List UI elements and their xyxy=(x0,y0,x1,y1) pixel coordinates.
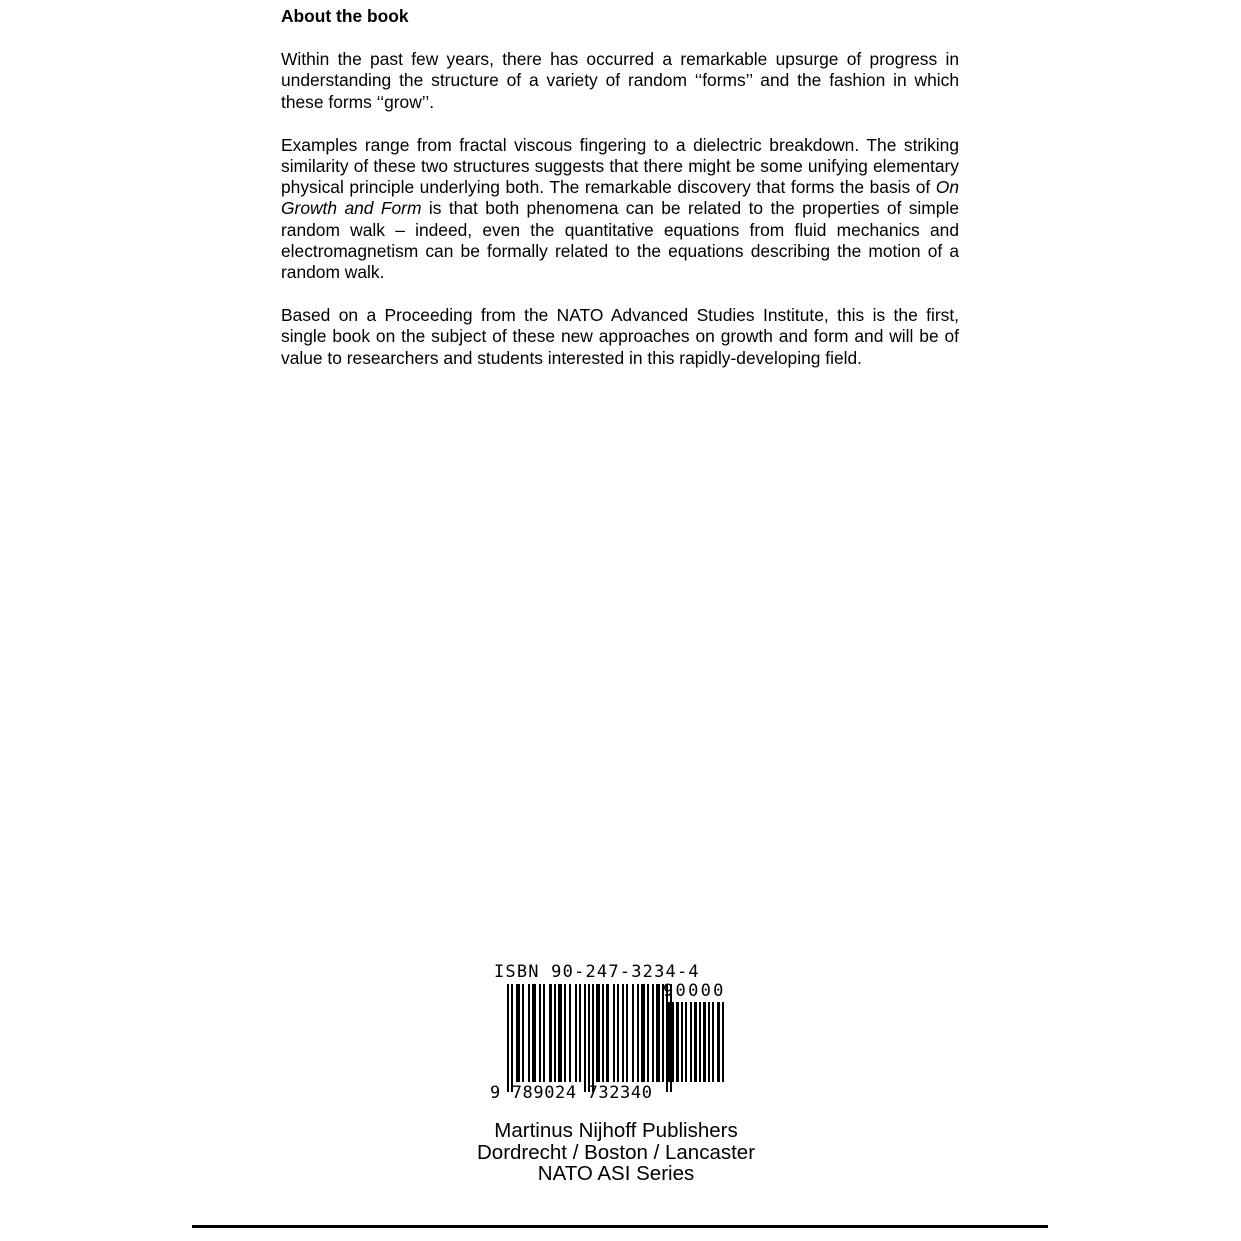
barcode-bar xyxy=(652,984,654,1082)
barcode-bar xyxy=(588,984,590,1092)
addon-digits: 90000 xyxy=(663,981,726,1001)
barcode-bar xyxy=(667,1002,670,1082)
barcode-bar xyxy=(632,984,634,1082)
barcode-bar xyxy=(647,984,649,1082)
barcode-bar xyxy=(579,984,581,1082)
barcode-bar xyxy=(516,984,520,1082)
barcode-bar xyxy=(564,984,566,1082)
barcode-bar xyxy=(532,984,536,1082)
barcode-bar xyxy=(641,984,645,1082)
paragraph-examples xyxy=(281,135,959,283)
isbn-barcode xyxy=(486,962,746,1102)
barcode-bar xyxy=(617,984,619,1082)
barcode-bar xyxy=(708,1002,710,1082)
ean-bars xyxy=(507,984,672,1092)
ean-main-digits: 789024 732340 xyxy=(511,1083,653,1103)
barcode-bar xyxy=(613,984,615,1082)
barcode-bar xyxy=(549,984,552,1082)
barcode-bar xyxy=(672,1002,674,1082)
barcode-bar xyxy=(584,984,586,1092)
isbn-label: ISBN 90-247-3234-4 xyxy=(494,962,700,982)
about-heading: About the book xyxy=(281,6,409,26)
barcode-bar xyxy=(699,1002,701,1082)
barcode-bar xyxy=(602,984,604,1082)
barcode-bar xyxy=(703,1002,706,1082)
barcode-bar xyxy=(717,1002,720,1082)
paragraph-proceeding: Based on a Proceeding from the NATO Advanced Studies Institute, this is the first, single book on the subject of these new approaches on growth and form and will be of value to researchers and students interested in this rapidly-developing field. xyxy=(281,305,959,368)
about-section xyxy=(281,6,959,391)
barcode-bar xyxy=(656,984,660,1082)
barcode-bar xyxy=(676,1002,679,1082)
barcode-bar xyxy=(575,984,577,1082)
barcode-bar xyxy=(637,984,639,1082)
barcode-bar xyxy=(722,1002,724,1082)
barcode-bar xyxy=(662,1002,664,1082)
publisher-block xyxy=(416,1120,816,1185)
publisher-name: Martinus Nijhoff Publishers xyxy=(494,1119,738,1142)
ean-digits xyxy=(490,1083,653,1103)
series-name: NATO ASI Series xyxy=(537,1162,695,1185)
barcode-bar xyxy=(592,984,594,1092)
barcode-bar xyxy=(606,984,609,1082)
bottom-rule xyxy=(192,1225,1048,1228)
barcode-bar xyxy=(511,984,513,1092)
paragraph-intro: Within the past few years, there has occurred a remarkable upsurge of progress in understanding the structure of a variety of random ‘‘forms’’ and the fashion in which these forms ‘‘grow’’. xyxy=(281,49,959,112)
barcode-bar xyxy=(596,984,600,1082)
barcode-bar xyxy=(681,1002,683,1082)
barcode-bar xyxy=(690,1002,692,1082)
barcode-bar xyxy=(694,1002,697,1082)
paragraph-examples-text-b: is that both phenomena can be related to the properties of simple random walk – indeed, even the quantitative equations from fluid mechanics and electromagnetism can be formally related to the equations describing the motion of a random walk. xyxy=(281,198,959,283)
barcode-bar xyxy=(539,984,541,1082)
barcode-bar xyxy=(569,984,571,1082)
publisher-cities: Dordrecht / Boston / Lancaster xyxy=(476,1140,756,1164)
barcode-bar xyxy=(507,984,509,1092)
barcode-bar xyxy=(712,1002,714,1082)
barcode-bar xyxy=(522,984,524,1082)
barcode-bar xyxy=(685,1002,687,1082)
barcode-bar xyxy=(558,984,562,1082)
barcode-bar xyxy=(554,984,556,1082)
barcode-bar xyxy=(622,984,624,1082)
ean-first-digit: 9 xyxy=(490,1083,501,1103)
paragraph-examples-text-a: Examples range from fractal viscous fingering to a dielectric breakdown. The striking similarity of these two structures suggests that there might be some unifying elementary physical principle underlying both. The remarkable discovery that forms the basis of xyxy=(281,134,959,198)
barcode-bar xyxy=(626,984,628,1082)
barcode-bar xyxy=(543,984,545,1082)
barcode-bar xyxy=(528,984,530,1082)
book-title: On Growth and Form xyxy=(281,177,959,219)
